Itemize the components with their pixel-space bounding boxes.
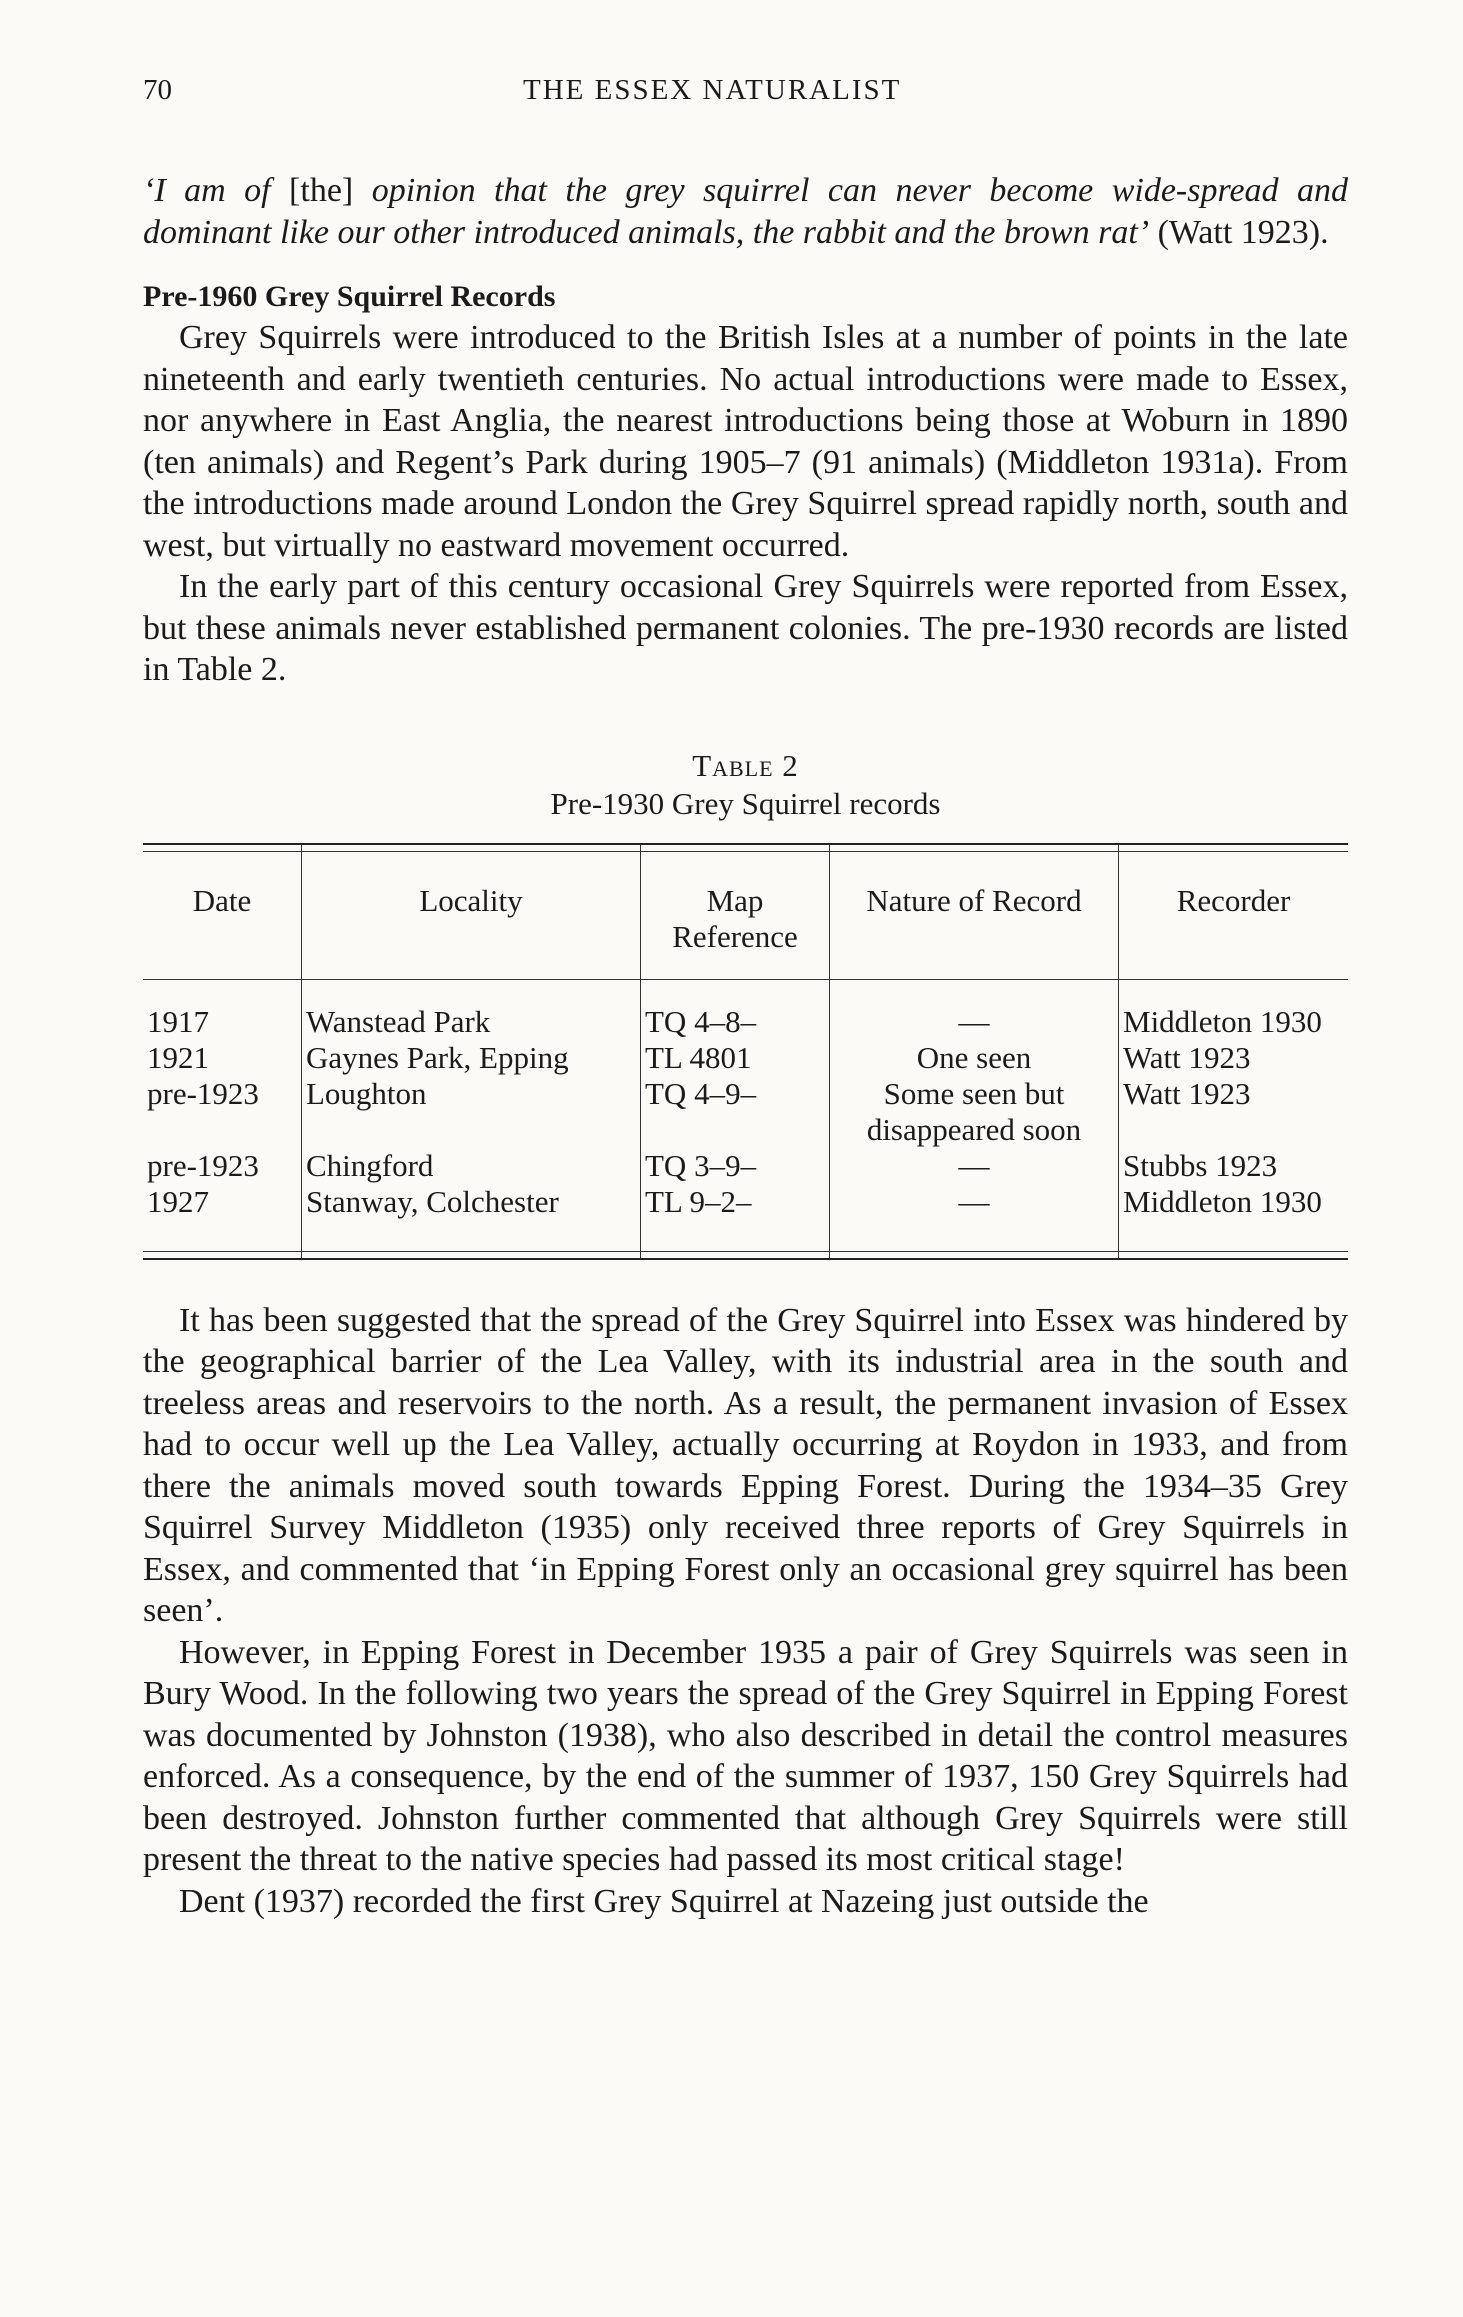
table-caption <box>143 747 1348 823</box>
cell-locality: Chingford <box>302 1148 641 1184</box>
table-label: Table 2 <box>692 747 799 783</box>
section-paragraph: Grey Squirrels were introduced to the British Isles at a number of points in the late nineteenth and early twentieth centuries. No actual introductions were made to Essex, nor anywhere in East Anglia, the nearest introductions being those at Woburn in 1890 (ten animals) and Regent’s Park during 1905–7 (91 animals) (Middleton 1931a). From the introductions made around London the Grey Squirrel spread rapidly north, south and west, but virtually no eastward movement occurred. <box>143 319 1348 564</box>
quote-italic-lead: ‘I am of <box>143 172 290 209</box>
table-row <box>143 1040 1348 1076</box>
records-table-frame <box>143 843 1348 1260</box>
table-header-row <box>143 845 1348 980</box>
cell-date: 1917 <box>147 1003 209 1039</box>
records-table <box>143 845 1348 1258</box>
opening-quote <box>143 170 1348 253</box>
body-paragraph: However, in Epping Forest in December 1935 a pair of Grey Squirrels was seen in Bury Wood. In the following two years the spread of the Grey Squirrel in Epping Forest was documented by Johnston (1938), who also described in detail the control measures enforced. As a consequence, by the end of the summer of 1937, 150 Grey Squirrels had been destroyed. Johnston further commented that although Grey Squirrels were still present the threat to the native species had passed its most critical stage! <box>143 1633 1348 1878</box>
cell-date: pre-1923 <box>147 1075 259 1111</box>
cell-map-reference: TQ 4–9– <box>641 1076 830 1148</box>
cell-recorder: Watt 1923 <box>1119 1076 1349 1148</box>
body-paragraph: Dent (1937) recorded the first Grey Squirrel at Nazeing just outside the <box>179 1882 1149 1920</box>
cell-recorder: Middleton 1930 <box>1119 979 1349 1040</box>
cell-map-reference: TL 9–2– <box>641 1184 830 1258</box>
cell-date: pre-1923 <box>147 1147 259 1183</box>
section-heading: Pre-1960 Grey Squirrel Records <box>143 280 556 313</box>
document-page <box>143 70 1348 1922</box>
cell-locality: Wanstead Park <box>302 979 641 1040</box>
section-paragraph: In the early part of this century occasional Grey Squirrels were reported from Essex, but these animals never established permanent colonies. The pre-1930 records are listed in Table 2. <box>143 568 1348 688</box>
quote-citation: (Watt 1923). <box>1149 213 1329 251</box>
cell-nature-of-record: — <box>830 1148 1119 1184</box>
table-row <box>143 979 1348 1040</box>
journal-title: THE ESSEX NATURALIST <box>523 74 902 106</box>
cell-recorder: Stubbs 1923 <box>1119 1148 1349 1184</box>
cell-date: 1921 <box>147 1039 209 1075</box>
table-row <box>143 1148 1348 1184</box>
cell-locality: Loughton <box>302 1076 641 1148</box>
header-nature-of-record: Nature of Record <box>830 845 1119 980</box>
cell-date: 1927 <box>147 1183 209 1219</box>
cell-locality: Stanway, Colchester <box>302 1184 641 1258</box>
table-title: Pre-1930 Grey Squirrel records <box>550 785 941 821</box>
cell-nature-of-record: — <box>830 1184 1119 1258</box>
cell-nature-of-record: — <box>830 979 1119 1040</box>
cell-recorder: Middleton 1930 <box>1119 1184 1349 1258</box>
body-paragraph: It has been suggested that the spread of the Grey Squirrel into Essex was hindered by the geographical barrier of the Lea Valley, with its industrial area in the south and treeless areas and reservoirs to the north. As a result, the permanent invasion of Essex had to occur well up the Lea Valley, actually occurring at Roydon in 1933, and from there the animals moved south towards Epping Forest. During the 1934–35 Grey Squirrel Survey Middleton (1935) only received three reports of Grey Squirrels in Essex, and commented that ‘in Epping Forest only an occasional grey squirrel has been seen’. <box>143 1301 1348 1629</box>
cell-map-reference: TQ 3–9– <box>641 1148 830 1184</box>
header-recorder: Recorder <box>1119 845 1349 980</box>
header-map-reference: Map Reference <box>641 845 830 980</box>
header-locality: Locality <box>302 845 641 980</box>
cell-nature-of-record: One seen <box>830 1040 1119 1076</box>
running-head <box>143 70 1348 118</box>
cell-nature-of-record: Some seen but disappeared soon <box>830 1076 1119 1148</box>
cell-recorder: Watt 1923 <box>1119 1040 1349 1076</box>
table-row <box>143 1076 1348 1148</box>
page-number: 70 <box>143 74 172 106</box>
quote-italic-body: opinion that the grey squirrel can never become wide-spread and dominant like our other introduced animals, the rabbit and the brown rat’ <box>143 172 1349 251</box>
table-row <box>143 1184 1348 1258</box>
cell-map-reference: TL 4801 <box>641 1040 830 1076</box>
quote-bracket: [the] <box>289 172 354 209</box>
header-date: Date <box>143 845 302 980</box>
cell-locality: Gaynes Park, Epping <box>302 1040 641 1076</box>
cell-map-reference: TQ 4–8– <box>641 979 830 1040</box>
